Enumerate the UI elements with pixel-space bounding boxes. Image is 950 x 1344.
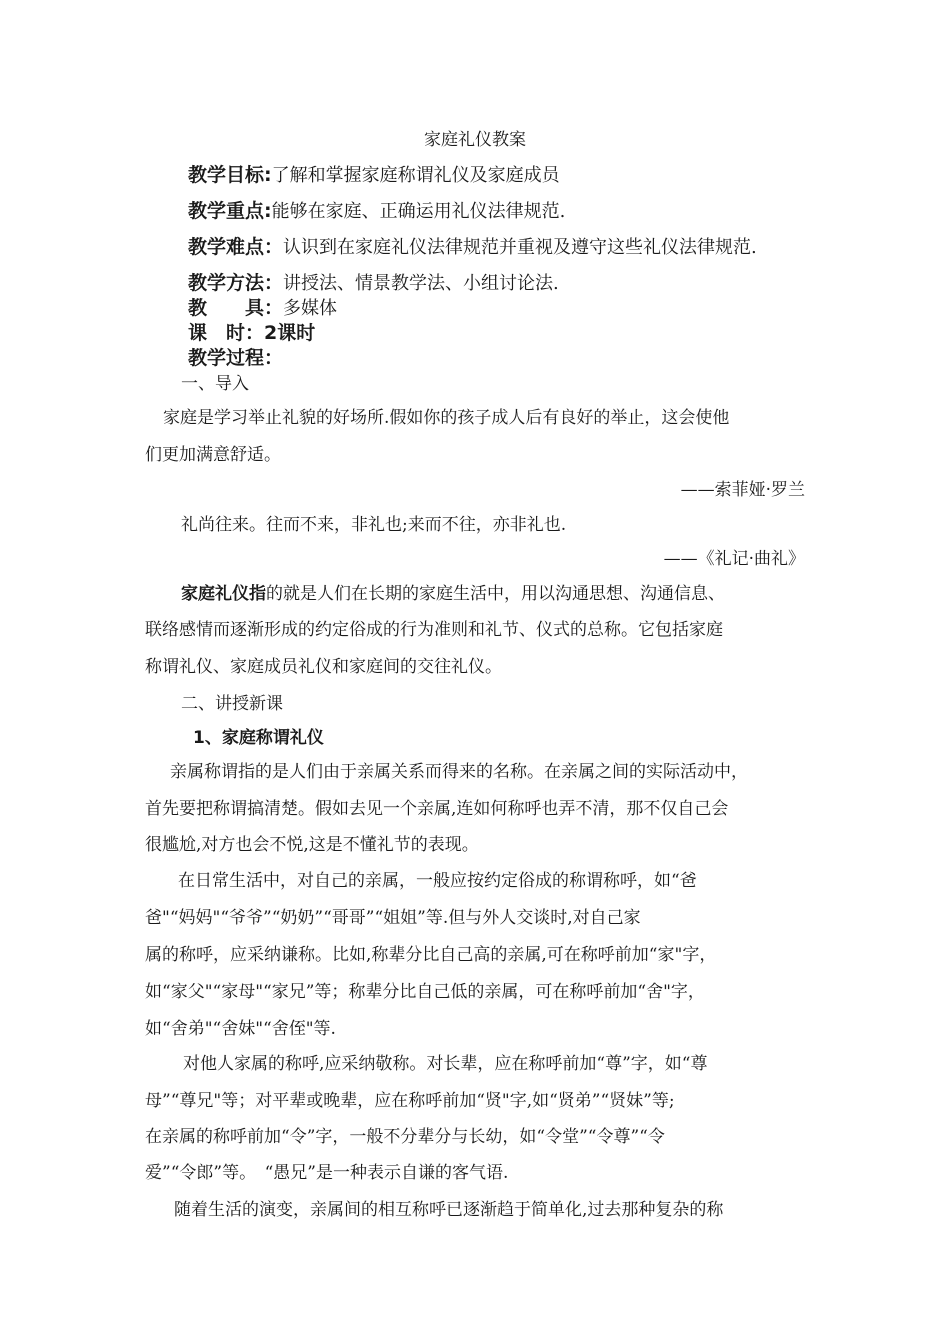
para3-line4: 爱”“令郎”等。 “愚兄”是一种表示自谦的客气语. bbox=[145, 1163, 509, 1183]
meta-label: 教学方法： bbox=[188, 272, 284, 294]
definition-line1 bbox=[181, 579, 725, 604]
meta-value: 了解和掌握家庭称谓礼仪及家庭成员 bbox=[271, 165, 560, 186]
meta-label: 教学过程： bbox=[188, 347, 284, 369]
para2-line2: 爸"“妈妈"“爷爷”“奶奶”“哥哥”“姐姐”等.但与外人交谈时,对自己家 bbox=[145, 908, 641, 928]
meta-tools bbox=[188, 293, 337, 320]
meta-label: 教学难点： bbox=[188, 236, 284, 258]
section-heading-intro: 一、导入 bbox=[181, 374, 249, 394]
quote2-text: 礼尚往来。往而不来，非礼也;来而不往，亦非礼也. bbox=[181, 515, 567, 535]
meta-value: 能够在家庭、正确运用礼仪法律规范. bbox=[271, 201, 566, 222]
meta-difficulty bbox=[188, 232, 757, 259]
para1-line2: 首先要把称谓搞清楚。假如去见一个亲属,连如何称呼也弄不清，那不仅自己会 bbox=[145, 799, 729, 819]
para2-line4: 如“家父"“家母"“家兄”等；称辈分比自己低的亲属，可在称呼前加“舍"字， bbox=[145, 982, 705, 1002]
quote1-line1: 家庭是学习举止礼貌的好场所.假如你的孩子成人后有良好的举止，这会使他 bbox=[163, 408, 730, 428]
para3-line3: 在亲属的称呼前加“令”字，一般不分辈分与长幼，如“令堂”“令尊”“令 bbox=[145, 1127, 665, 1147]
para2-line3: 属的称呼，应采纳谦称。比如,称辈分比自己高的亲属,可在称呼前加“家"字， bbox=[145, 945, 717, 965]
meta-method bbox=[188, 268, 559, 295]
document-title: 家庭礼仪教案 bbox=[424, 130, 526, 150]
definition-line2: 联络感情而逐渐形成的约定俗成的行为准则和礼节、仪式的总称。它包括家庭 bbox=[145, 620, 723, 640]
para2-line5: 如“舍弟"“舍妹"“舍侄"等. bbox=[145, 1019, 336, 1039]
quote1-author: ——索菲娅·罗兰 bbox=[680, 480, 805, 500]
subsection-heading: 1、家庭称谓礼仪 bbox=[193, 728, 324, 748]
meta-objective bbox=[188, 160, 560, 187]
para1-line3: 很尴尬,对方也会不悦,这是不懂礼节的表现。 bbox=[145, 835, 479, 855]
quote1-line2: 们更加满意舒适。 bbox=[145, 445, 281, 465]
meta-label: 教 具： bbox=[188, 297, 284, 319]
para1-line1: 亲属称谓指的是人们由于亲属关系而得来的名称。在亲属之间的实际活动中， bbox=[170, 762, 748, 782]
meta-value: 多媒体 bbox=[283, 298, 338, 319]
meta-process bbox=[188, 343, 283, 370]
meta-label: 教学重点: bbox=[188, 200, 272, 222]
para2-line1: 在日常生活中，对自己的亲属，一般应按约定俗成的称谓称呼，如“爸 bbox=[178, 871, 697, 891]
para3-line2: 母”“尊兄"等；对平辈或晚辈，应在称呼前加“贤"字,如“贤弟”“贤妹”等; bbox=[145, 1091, 675, 1111]
meta-label: 课 时：2课时 bbox=[188, 322, 316, 344]
definition-term: 家庭礼仪指 bbox=[181, 584, 266, 604]
meta-label: 教学目标: bbox=[188, 164, 272, 186]
para4-line1: 随着生活的演变，亲属间的相互称呼已逐渐趋于简单化,过去那种复杂的称 bbox=[174, 1200, 724, 1220]
section-heading-new: 二、讲授新课 bbox=[181, 694, 283, 714]
definition-text: 的就是人们在长期的家庭生活中，用以沟通思想、沟通信息、 bbox=[266, 584, 725, 604]
para3-line1: 对他人家属的称呼,应采纳敬称。对长辈，应在称呼前加“尊”字，如“尊 bbox=[183, 1054, 708, 1074]
meta-focus bbox=[188, 196, 565, 223]
meta-value: 认识到在家庭礼仪法律规范并重视及遵守这些礼仪法律规范. bbox=[283, 237, 757, 258]
meta-value: 讲授法、情景教学法、小组讨论法. bbox=[283, 273, 559, 294]
definition-line3: 称谓礼仪、家庭成员礼仪和家庭间的交往礼仪。 bbox=[145, 657, 502, 677]
meta-hours bbox=[188, 318, 315, 345]
quote2-source: ——《礼记·曲礼》 bbox=[663, 549, 805, 569]
